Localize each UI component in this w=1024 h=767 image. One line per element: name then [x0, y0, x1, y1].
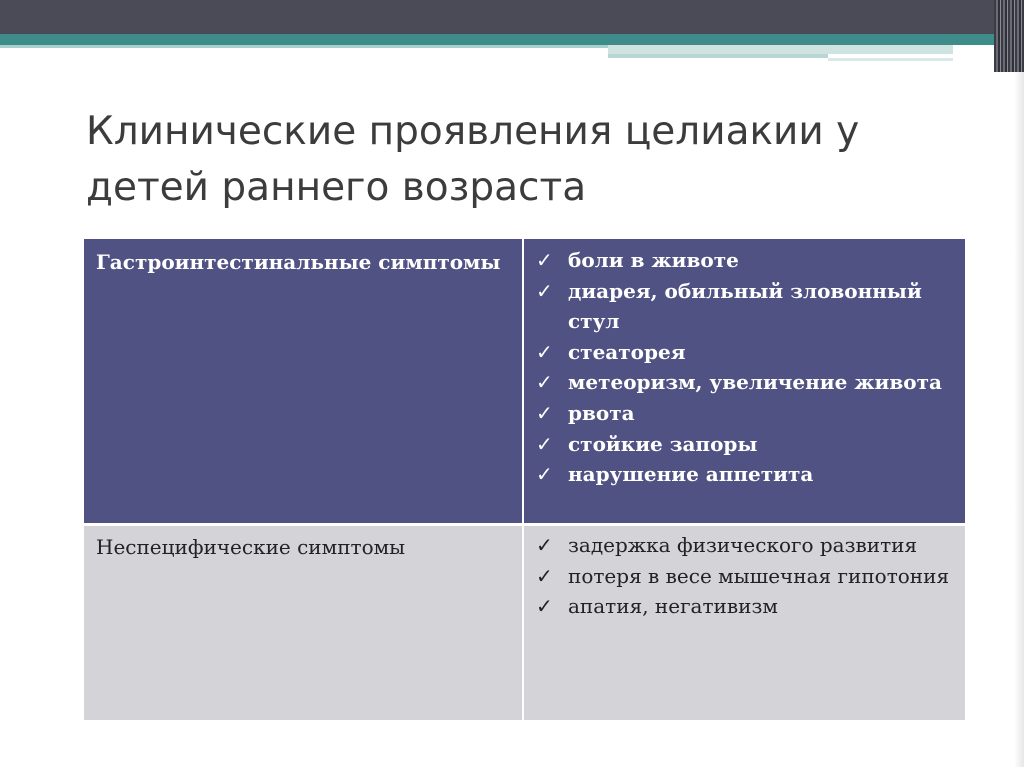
symptom-text: нарушение аппетита	[568, 462, 814, 487]
list-item	[536, 459, 956, 490]
symptoms-table	[84, 239, 965, 720]
checkmark-icon: ✓	[536, 339, 553, 364]
list-item	[536, 245, 956, 276]
symptom-text: стойкие запоры	[568, 431, 758, 456]
symptom-text: рвота	[568, 400, 635, 425]
checkmark-icon: ✓	[536, 278, 553, 303]
symptom-text: потеря в весе мышечная гипотония	[568, 563, 950, 588]
symptom-list	[536, 530, 956, 622]
slide-title: Клинические проявления целиакии у детей раннего возраста	[86, 109, 860, 210]
symptom-text: задержка физического развития	[568, 533, 918, 557]
list-item	[536, 429, 956, 460]
checkmark-icon: ✓	[536, 594, 553, 619]
checkmark-icon: ✓	[536, 431, 553, 456]
category-cell: Гастроинтестинальные симптомы	[96, 250, 501, 274]
row-divider	[84, 523, 965, 526]
table-row-nonspecific	[84, 524, 965, 720]
symptom-list	[536, 245, 956, 490]
checkmark-icon: ✓	[536, 248, 553, 272]
page-edge-shadow	[1014, 72, 1024, 767]
table-row-gastrointestinal	[84, 239, 965, 524]
category-cell: Неспецифические симптомы	[96, 535, 406, 559]
accent-band	[0, 34, 1000, 45]
decorative-stripes	[994, 0, 1024, 72]
list-item	[536, 591, 956, 622]
symptom-text: стеаторея	[568, 339, 686, 364]
list-item	[536, 276, 956, 337]
symptom-text: диарея, обильный зловонный стул	[568, 278, 922, 334]
accent-step-3	[828, 58, 953, 61]
checkmark-icon: ✓	[536, 462, 553, 487]
accent-band-light	[0, 45, 608, 48]
list-item	[536, 398, 956, 429]
header-bar	[0, 0, 1024, 34]
checkmark-icon: ✓	[536, 563, 553, 588]
accent-step-2	[608, 54, 828, 58]
list-item	[536, 367, 956, 398]
checkmark-icon: ✓	[536, 370, 553, 395]
symptom-text: метеоризм, увеличение живота	[568, 370, 942, 395]
symptom-text: боли в животе	[568, 248, 739, 272]
column-divider	[522, 239, 524, 720]
list-item	[536, 561, 956, 592]
accent-step	[608, 45, 953, 54]
checkmark-icon: ✓	[536, 533, 553, 557]
list-item	[536, 337, 956, 368]
checkmark-icon: ✓	[536, 400, 553, 425]
list-item	[536, 530, 956, 561]
symptom-text: апатия, негативизм	[568, 594, 778, 619]
